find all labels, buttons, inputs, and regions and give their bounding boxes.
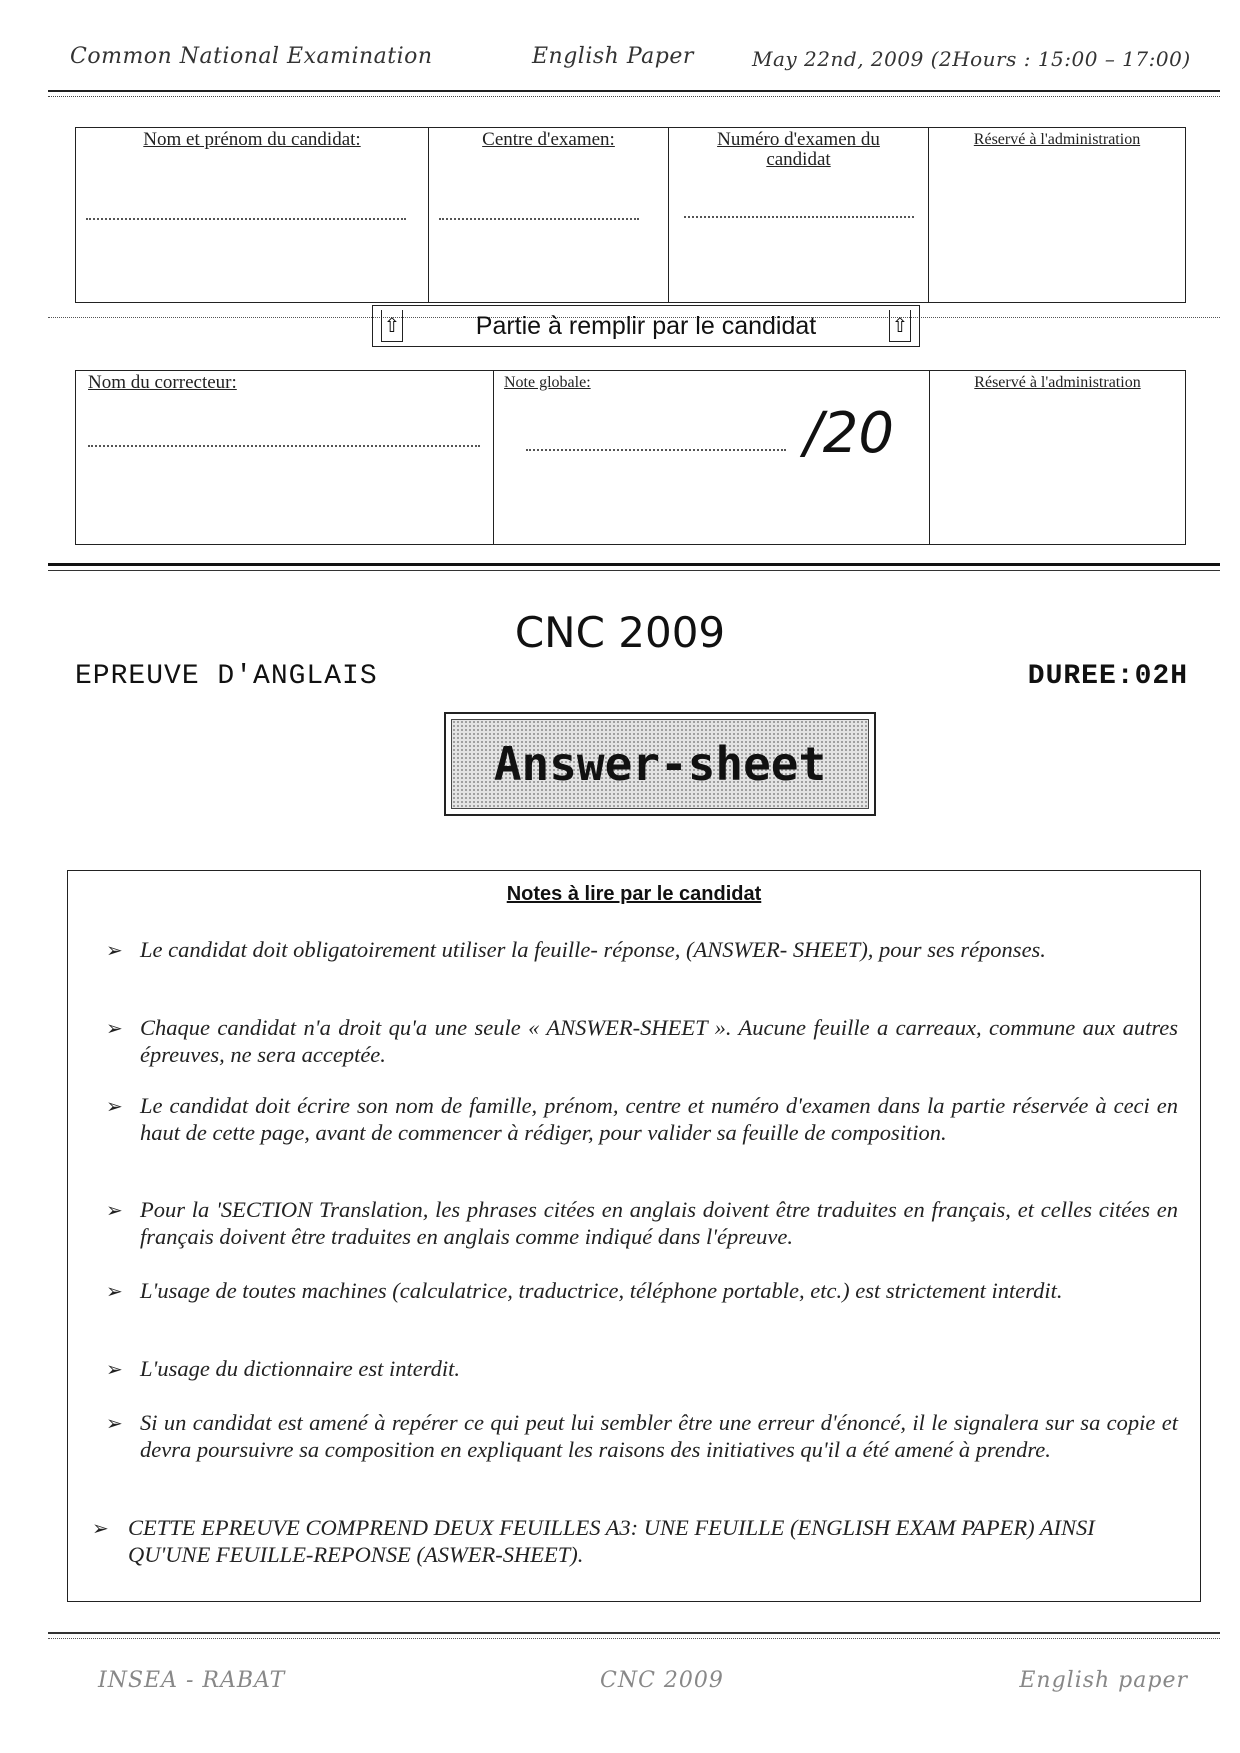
bullet-icon: ➢ <box>106 1357 123 1381</box>
candidate-info-box <box>75 127 1186 303</box>
footer-center: CNC 2009 <box>600 1668 724 1693</box>
section-separator-thin <box>48 570 1220 571</box>
admin-cell-bottom <box>929 371 1185 544</box>
footer-left: INSEA - RABAT <box>98 1668 286 1693</box>
corrector-name-label: Nom du correcteur: <box>88 372 237 393</box>
exam-number-field[interactable] <box>684 216 914 218</box>
notes-heading: Notes à lire par le candidat <box>506 883 762 905</box>
corrector-box <box>75 370 1186 545</box>
grade-scale: /20 <box>803 401 894 466</box>
subject-label: EPREUVE D'ANGLAIS <box>75 661 378 692</box>
admin-label-bottom: Réservé à l'administration <box>974 374 1141 391</box>
duration-label: DUREE:02H <box>1027 661 1188 692</box>
candidate-name-field[interactable] <box>86 218 406 220</box>
grade-label: Note globale: <box>504 374 591 391</box>
header-paper: English Paper <box>532 44 694 69</box>
header-exam-name: Common National Examination <box>70 44 433 69</box>
note-item: Pour la 'SECTION Translation, les phrases citées en anglais doivent être traduites en français, et celles citées en français doivent être traduites en anglais comme indiqué dans l'épreuve. <box>140 1197 1178 1249</box>
bullet-icon: ➢ <box>106 938 123 962</box>
header-rule <box>48 90 1220 92</box>
section-separator <box>48 563 1220 566</box>
bullet-icon: ➢ <box>106 1198 123 1222</box>
bullet-icon: ➢ <box>106 1016 123 1040</box>
candidate-notes-box <box>67 870 1201 1602</box>
answer-sheet-frame <box>444 712 876 816</box>
header-dotted-rule <box>48 96 1220 97</box>
note-item: Le candidat doit obligatoirement utiliser la feuille- réponse, (ANSWER- SHEET), pour ses réponses. <box>140 937 1046 962</box>
corrector-name-field[interactable] <box>88 445 480 447</box>
bullet-icon: ➢ <box>106 1411 123 1435</box>
up-arrow-icon: ⇧ <box>381 310 403 342</box>
footer-right: English paper <box>1019 1668 1188 1693</box>
grade-cell <box>493 371 929 544</box>
bullet-icon: ➢ <box>92 1516 109 1540</box>
exam-center-cell <box>428 128 668 302</box>
candidate-name-cell <box>76 128 428 302</box>
header-date-time: May 22nd, 2009 (2Hours : 15:00 – 17:00) <box>752 47 1191 71</box>
corrector-name-cell <box>76 371 493 544</box>
footer-dotted-rule <box>48 1638 1220 1639</box>
footer-rule <box>48 1632 1220 1634</box>
admin-label-top: Réservé à l'administration <box>973 131 1141 148</box>
page-title: CNC 2009 <box>514 608 726 657</box>
candidate-section-banner <box>372 305 920 347</box>
note-item: Chaque candidat n'a droit qu'a une seule « ANSWER-SHEET ». Aucune feuille a carreaux, commune aux autres épreuves, ne sera acceptée. <box>140 1015 1178 1067</box>
candidate-name-label: Nom et prénom du candidat: <box>143 129 361 150</box>
answer-sheet-title: Answer-sheet <box>451 719 869 809</box>
note-item: Si un candidat est amené à repérer ce qui peut lui sembler être une erreur d'énoncé, il le signalera sur sa copie et devra poursuivre sa composition en expliquant les raisons des initiatives qu'il a été amené à prendre. <box>140 1410 1178 1462</box>
exam-center-field[interactable] <box>439 218 639 220</box>
grade-field[interactable] <box>526 449 786 451</box>
bullet-icon: ➢ <box>106 1279 123 1303</box>
banner-text: Partie à remplir par le candidat <box>475 312 817 340</box>
note-item: Le candidat doit écrire son nom de famille, prénom, centre et numéro d'examen dans la partie réservée à ceci en haut de cette page, avant de commencer à rédiger, pour valider sa feuille de composition. <box>140 1093 1178 1145</box>
note-item-final: CETTE EPREUVE COMPREND DEUX FEUILLES A3: UNE FEUILLE (ENGLISH EXAM PAPER) AINSI QU'UNE FEUILLE-REPONSE (ASWER-SHEET). <box>128 1515 1095 1567</box>
exam-number-cell <box>668 128 928 302</box>
note-item: L'usage de toutes machines (calculatrice, traductrice, téléphone portable, etc.) est strictement interdit. <box>140 1278 1063 1303</box>
admin-cell-top <box>928 128 1185 302</box>
exam-center-label: Centre d'examen: <box>482 129 615 150</box>
up-arrow-icon: ⇧ <box>889 310 911 342</box>
bullet-icon: ➢ <box>106 1094 123 1118</box>
exam-number-label: Numéro d'examen du candidat <box>717 129 880 170</box>
note-item: L'usage du dictionnaire est interdit. <box>140 1356 460 1381</box>
